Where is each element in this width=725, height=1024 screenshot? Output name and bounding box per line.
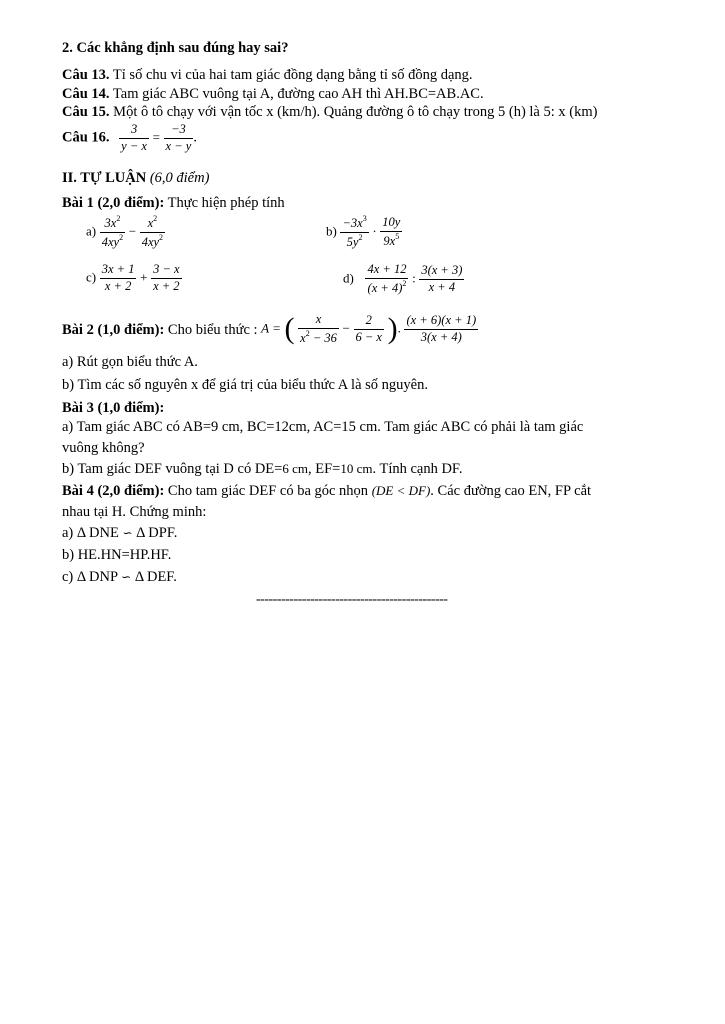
cau-13 xyxy=(62,67,473,84)
bai-4-text-1: Cho tam giác DEF có ba góc nhọn xyxy=(164,483,372,499)
bai-1-b-label: b) xyxy=(326,223,337,239)
bai-4-text-2: . Các đường cao EN, FP cắt xyxy=(430,483,592,499)
bai-2-fraction-3: $\frac{(x + 6)(x + 1)}{3(x + 4)}$ xyxy=(406,313,477,344)
section-ii-points: (6,0 điểm) xyxy=(149,170,210,186)
section-ii-heading xyxy=(62,170,209,187)
bai-3-b-de-value: 6 cm xyxy=(282,461,308,476)
cau-14 xyxy=(62,86,484,103)
bai-1-a xyxy=(86,214,165,250)
bai-1-c-label: c) xyxy=(86,269,97,285)
bai-4-a xyxy=(62,525,177,542)
bai-2-operator: − xyxy=(342,320,350,336)
bai-4-c-post: Δ DEF. xyxy=(131,569,177,585)
similar-icon: ∽ xyxy=(121,570,132,584)
cau-16-label: Câu 16. xyxy=(62,129,110,146)
bai-1-d-fraction-1: $\frac{4x + 12}{(x + 4)^2}$ xyxy=(367,262,407,295)
bai-3-b-pre: b) Tam giác DEF vuông tại D có DE= xyxy=(62,461,283,477)
cau-15-label: Câu 15. xyxy=(62,104,110,120)
bai-4-c xyxy=(62,569,177,586)
bai-1-a-fraction-2: $\frac{x^2}{4xy^2}$ xyxy=(141,214,164,249)
cau-15 xyxy=(62,104,597,121)
bai-2-expression-name: A = xyxy=(261,320,281,336)
bai-1-c-operator: + xyxy=(140,269,148,285)
bai-1-b-fraction-2: $\frac{10y}{9x^5}$ xyxy=(382,215,401,248)
bai-3-b-post: . Tính cạnh DF. xyxy=(372,461,463,477)
bai-1-b xyxy=(326,214,402,250)
bai-4-a-pre: a) Δ DNE xyxy=(62,525,123,541)
bai-1-b-fraction-1: $\frac{-3x^3}{5y^2}$ xyxy=(342,214,367,249)
cau-14-text: Tam giác ABC vuông tại A, đường cao AH thì AH.BC=AB.AC. xyxy=(109,86,484,102)
cau-16-end: . xyxy=(193,129,197,146)
cau-14-label: Câu 14. xyxy=(62,86,110,102)
bai-2-fraction-2: $\frac{2}{6 - x}$ xyxy=(355,313,382,344)
bai-4-line-2: nhau tại H. Chứng minh: xyxy=(62,504,207,520)
bai-1-c-fraction-1: $\frac{3x + 1}{x + 2}$ xyxy=(101,262,135,293)
bai-1-a-label: a) xyxy=(86,223,97,239)
bai-4-a-post: Δ DPF. xyxy=(132,525,178,541)
bai-2-multiply: . xyxy=(397,320,401,336)
bai-1-a-fraction-1: $\frac{3x^2}{4xy^2}$ xyxy=(101,214,124,249)
bai-1-d-operator: : xyxy=(412,270,416,286)
cau-16-equals: = xyxy=(152,129,160,145)
bai-2-label: Bài 2 (1,0 điểm): xyxy=(62,322,165,339)
bai-4-label: Bài 4 (2,0 điểm): xyxy=(62,483,165,499)
section-ii-title: II. TỰ LUẬN xyxy=(62,170,147,186)
bai-2-fraction-1: $\frac{x}{x^2 - 36}$ xyxy=(300,312,337,345)
bai-1-c-fraction-2: $\frac{3 - x}{x + 2}$ xyxy=(153,262,180,293)
cau-16 xyxy=(62,122,197,154)
bai-2-left-paren: ( xyxy=(284,312,295,346)
bai-1-label: Bài 1 (2,0 điểm): xyxy=(62,195,165,211)
bai-1-text: Thực hiện phép tính xyxy=(164,195,285,211)
bai-3-b-ef-value: 10 cm xyxy=(340,461,373,476)
bai-1-heading xyxy=(62,195,285,212)
end-separator: ---------------------------------------------- xyxy=(256,592,448,607)
bai-2-text: Cho biểu thức : xyxy=(164,322,262,339)
bai-3-a-line-2: vuông không? xyxy=(62,440,145,456)
similar-icon: ∽ xyxy=(122,526,133,540)
bai-1-d-fraction-2: $\frac{3(x + 3)}{x + 4}$ xyxy=(421,263,463,294)
cau-15-text: Một ô tô chạy với vận tốc x (km/h). Quảng đường ô tô chạy trong 5 (h) là 5: x (km) xyxy=(109,104,598,120)
bai-3-b-mid: , EF= xyxy=(307,461,341,477)
bai-1-c xyxy=(86,262,182,294)
section-2-title: 2. Các khẳng định sau đúng hay sai? xyxy=(62,40,289,56)
bai-3-label: Bài 3 (1,0 điểm): xyxy=(62,400,165,416)
cau-16-lhs-fraction: $\frac{3}{y - x}$ xyxy=(121,122,147,153)
bai-4-c-pre: c) Δ DNP xyxy=(62,569,122,585)
cau-13-label: Câu 13. xyxy=(62,67,110,83)
bai-2-heading xyxy=(62,312,478,346)
cau-13-text: Tỉ số chu vi của hai tam giác đồng dạng bằng tỉ số đồng dạng. xyxy=(109,67,473,83)
bai-2-a: a) Rút gọn biểu thức A. xyxy=(62,354,198,370)
bai-3-b xyxy=(62,461,462,478)
bai-4-condition: (DE < DF) xyxy=(371,483,431,498)
bai-4-b: b) HE.HN=HP.HF. xyxy=(62,547,172,563)
cau-16-rhs-fraction: $\frac{-3}{x - y}$ xyxy=(165,122,192,153)
bai-1-b-operator: · xyxy=(372,223,377,239)
bai-1-a-operator: − xyxy=(128,223,137,239)
bai-1-d xyxy=(343,262,464,296)
bai-2-b: b) Tìm các số nguyên x để giá trị của biểu thức A là số nguyên. xyxy=(62,377,428,393)
bai-3-a-line-1: a) Tam giác ABC có AB=9 cm, BC=12cm, AC=15 cm. Tam giác ABC có phải là tam giác xyxy=(62,419,584,435)
bai-4-heading xyxy=(62,483,591,500)
bai-2-right-paren: ) xyxy=(387,312,398,346)
bai-1-d-label: d) xyxy=(343,270,354,286)
